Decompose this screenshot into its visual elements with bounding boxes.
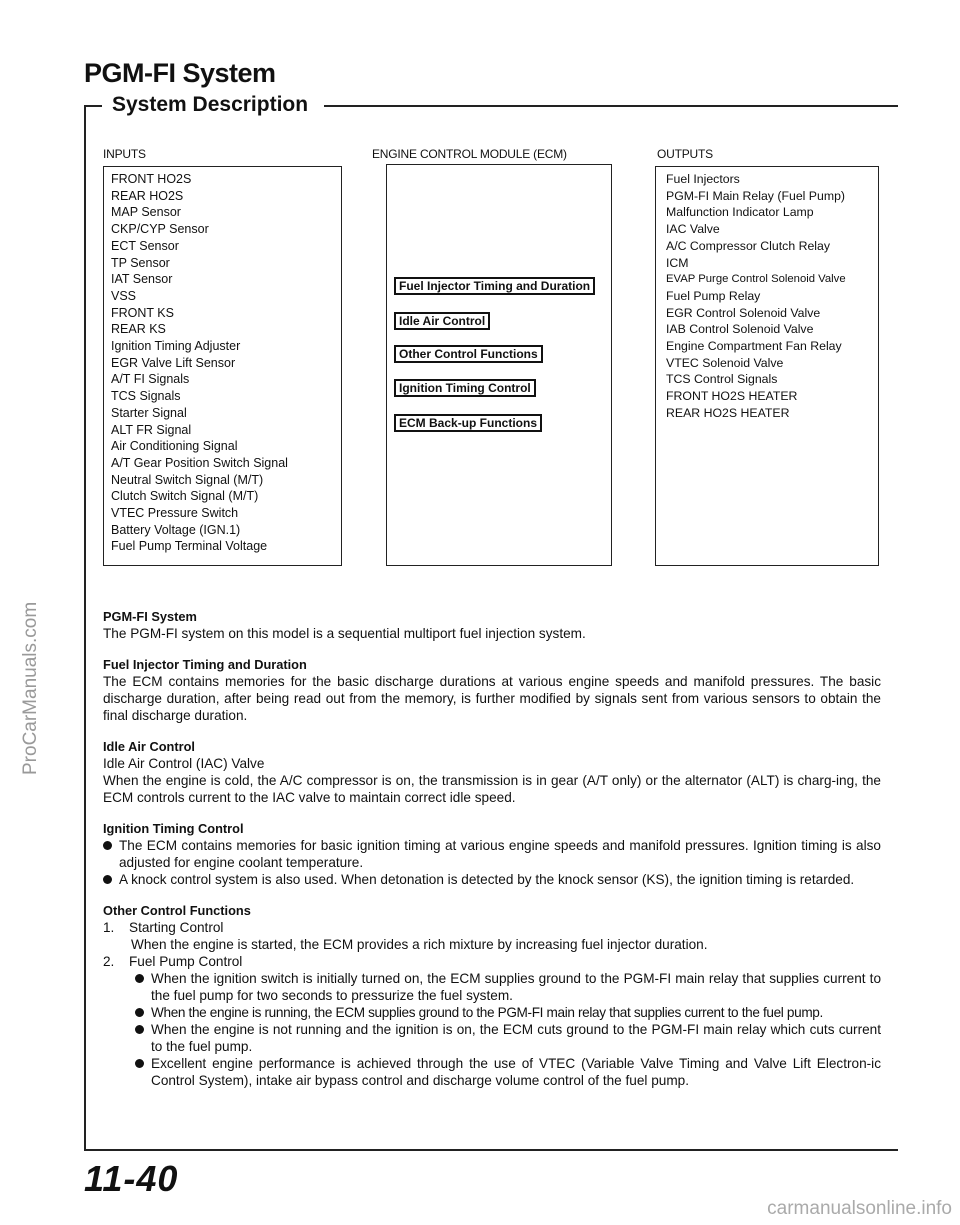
outputs-heading: OUTPUTS xyxy=(657,147,713,161)
input-item: VSS xyxy=(111,288,137,303)
output-item: A/C Compressor Clutch Relay xyxy=(666,238,831,253)
output-item: Fuel Injectors xyxy=(666,172,740,186)
input-item: Clutch Switch Signal (M/T) xyxy=(111,489,259,504)
input-item: CKP/CYP Sensor xyxy=(111,222,209,237)
bullet-item: Excellent engine performance is achieved through the use of VTEC (Variable Valve Timing and Valve Lift Electron-ic Control System), intake air bypass control and discharge volume control of the fuel pump. xyxy=(135,1055,881,1089)
output-item: REAR HO2S HEATER xyxy=(666,405,790,420)
outputs-list xyxy=(666,171,846,422)
output-item: Engine Compartment Fan Relay xyxy=(666,339,842,354)
section-ignition xyxy=(103,820,881,888)
section-text: When the engine is cold, the A/C compressor is on, the transmission is in gear (A/T only) or the alternator (ALT) is charg-ing, the ECM controls current to the IAC valve to maintain correct idle speed. xyxy=(103,773,881,805)
inputs-list xyxy=(111,171,288,555)
site-watermark: carmanualsonline.info xyxy=(767,1198,952,1219)
section-injector xyxy=(103,656,881,724)
numbered-item-text: When the engine is started, the ECM provides a rich mixture by increasing fuel injector duration. xyxy=(131,937,708,952)
section-title: System Description xyxy=(112,93,309,116)
item-title: Starting Control xyxy=(129,920,224,935)
section-idle xyxy=(103,738,881,806)
input-item: TP Sensor xyxy=(111,255,170,270)
item-title: Fuel Pump Control xyxy=(129,954,243,969)
ecm-box xyxy=(386,164,612,566)
output-item: FRONT HO2S HEATER xyxy=(666,389,798,404)
bullet-item: The ECM contains memories for basic ignition timing at various engine speeds and manifold pressures. Ignition timing is also adjusted for engine coolant temperature. xyxy=(103,837,881,871)
input-item: A/T Gear Position Switch Signal xyxy=(111,455,288,470)
output-item: EVAP Purge Control Solenoid Valve xyxy=(666,273,846,286)
input-item: Air Conditioning Signal xyxy=(111,439,238,454)
input-item: REAR KS xyxy=(111,322,166,337)
input-item: Battery Voltage (IGN.1) xyxy=(111,522,241,537)
input-item: MAP Sensor xyxy=(111,205,181,220)
ecm-heading: ENGINE CONTROL MODULE (ECM) xyxy=(372,147,567,161)
output-item: IAC Valve xyxy=(666,222,720,237)
input-item: REAR HO2S xyxy=(111,188,184,203)
input-item: ECT Sensor xyxy=(111,238,179,253)
section-subheading: Idle Air Control (IAC) Valve xyxy=(103,756,265,771)
output-item: TCS Control Signals xyxy=(666,372,778,387)
section-heading: Ignition Timing Control xyxy=(103,821,244,836)
section-heading: PGM-FI System xyxy=(103,609,197,624)
section-heading: Fuel Injector Timing and Duration xyxy=(103,657,307,672)
ecm-function-ignition: Ignition Timing Control xyxy=(394,379,536,397)
bullet-item: When the ignition switch is initially turned on, the ECM supplies ground to the PGM-FI main relay that supplies current to the fuel pump for two seconds to pressurize the fuel system. xyxy=(135,970,881,1004)
input-item: Ignition Timing Adjuster xyxy=(111,339,241,354)
section-pgmfi xyxy=(103,608,881,642)
description-body xyxy=(103,608,881,1103)
output-item: PGM-FI Main Relay (Fuel Pump) xyxy=(666,188,846,203)
fuel-pump-bullets xyxy=(103,970,881,1089)
page-title: PGM-FI System xyxy=(84,58,276,88)
section-heading: Other Control Functions xyxy=(103,903,251,918)
input-item: A/T FI Signals xyxy=(111,372,190,387)
input-item: ALT FR Signal xyxy=(111,422,192,437)
bullet-item: When the engine is running, the ECM supplies ground to the PGM-FI main relay that supplies current to the fuel pump. xyxy=(135,1004,881,1021)
output-item: IAB Control Solenoid Valve xyxy=(666,322,814,337)
section-text: The PGM-FI system on this model is a sequential multiport fuel injection system. xyxy=(103,626,586,641)
input-item: Neutral Switch Signal (M/T) xyxy=(111,472,264,487)
page-number: 11-40 xyxy=(84,1158,179,1199)
output-item: EGR Control Solenoid Valve xyxy=(666,305,821,320)
input-item: VTEC Pressure Switch xyxy=(111,506,239,521)
frame-top-right xyxy=(324,105,898,107)
input-item: EGR Valve Lift Sensor xyxy=(111,355,236,370)
frame-bottom xyxy=(84,1149,898,1151)
ecm-function-injector: Fuel Injector Timing and Duration xyxy=(394,277,595,295)
bullet-item: A knock control system is also used. When detonation is detected by the knock sensor (KS), the ignition timing is retarded. xyxy=(103,871,881,888)
ecm-function-idle: Idle Air Control xyxy=(394,312,490,330)
section-other xyxy=(103,902,881,1089)
item-number: 1. xyxy=(103,920,115,935)
side-watermark: ProCarManuals.com xyxy=(20,601,41,775)
frame-top-left xyxy=(84,105,102,107)
input-item: FRONT KS xyxy=(111,305,174,320)
item-number: 2. xyxy=(103,954,115,969)
ecm-function-other: Other Control Functions xyxy=(394,345,543,363)
numbered-item-title xyxy=(103,919,881,936)
section-text: The ECM contains memories for the basic discharge durations at various engine speeds and manifold pressures. The basic discharge duration, after being read out from the memory, is further modified by signals sent from various sensors to obtain the final discharge duration. xyxy=(103,674,881,723)
frame-left xyxy=(84,105,86,1150)
input-item: Starter Signal xyxy=(111,405,187,420)
bullet-item: When the engine is not running and the ignition is on, the ECM cuts ground to the PGM-FI main relay which cuts current to the fuel pump. xyxy=(135,1021,881,1055)
numbered-item-title xyxy=(103,953,881,970)
input-item: Fuel Pump Terminal Voltage xyxy=(111,539,268,554)
output-item: Fuel Pump Relay xyxy=(666,288,761,303)
output-item: VTEC Solenoid Valve xyxy=(666,355,784,370)
input-item: IAT Sensor xyxy=(111,272,173,287)
output-item: Malfunction Indicator Lamp xyxy=(666,205,814,220)
inputs-heading: INPUTS xyxy=(103,147,146,161)
output-item: ICM xyxy=(666,255,689,270)
section-heading: Idle Air Control xyxy=(103,739,195,754)
input-item: FRONT HO2S xyxy=(111,172,192,186)
input-item: TCS Signals xyxy=(111,389,181,404)
ecm-function-backup: ECM Back-up Functions xyxy=(394,414,542,432)
